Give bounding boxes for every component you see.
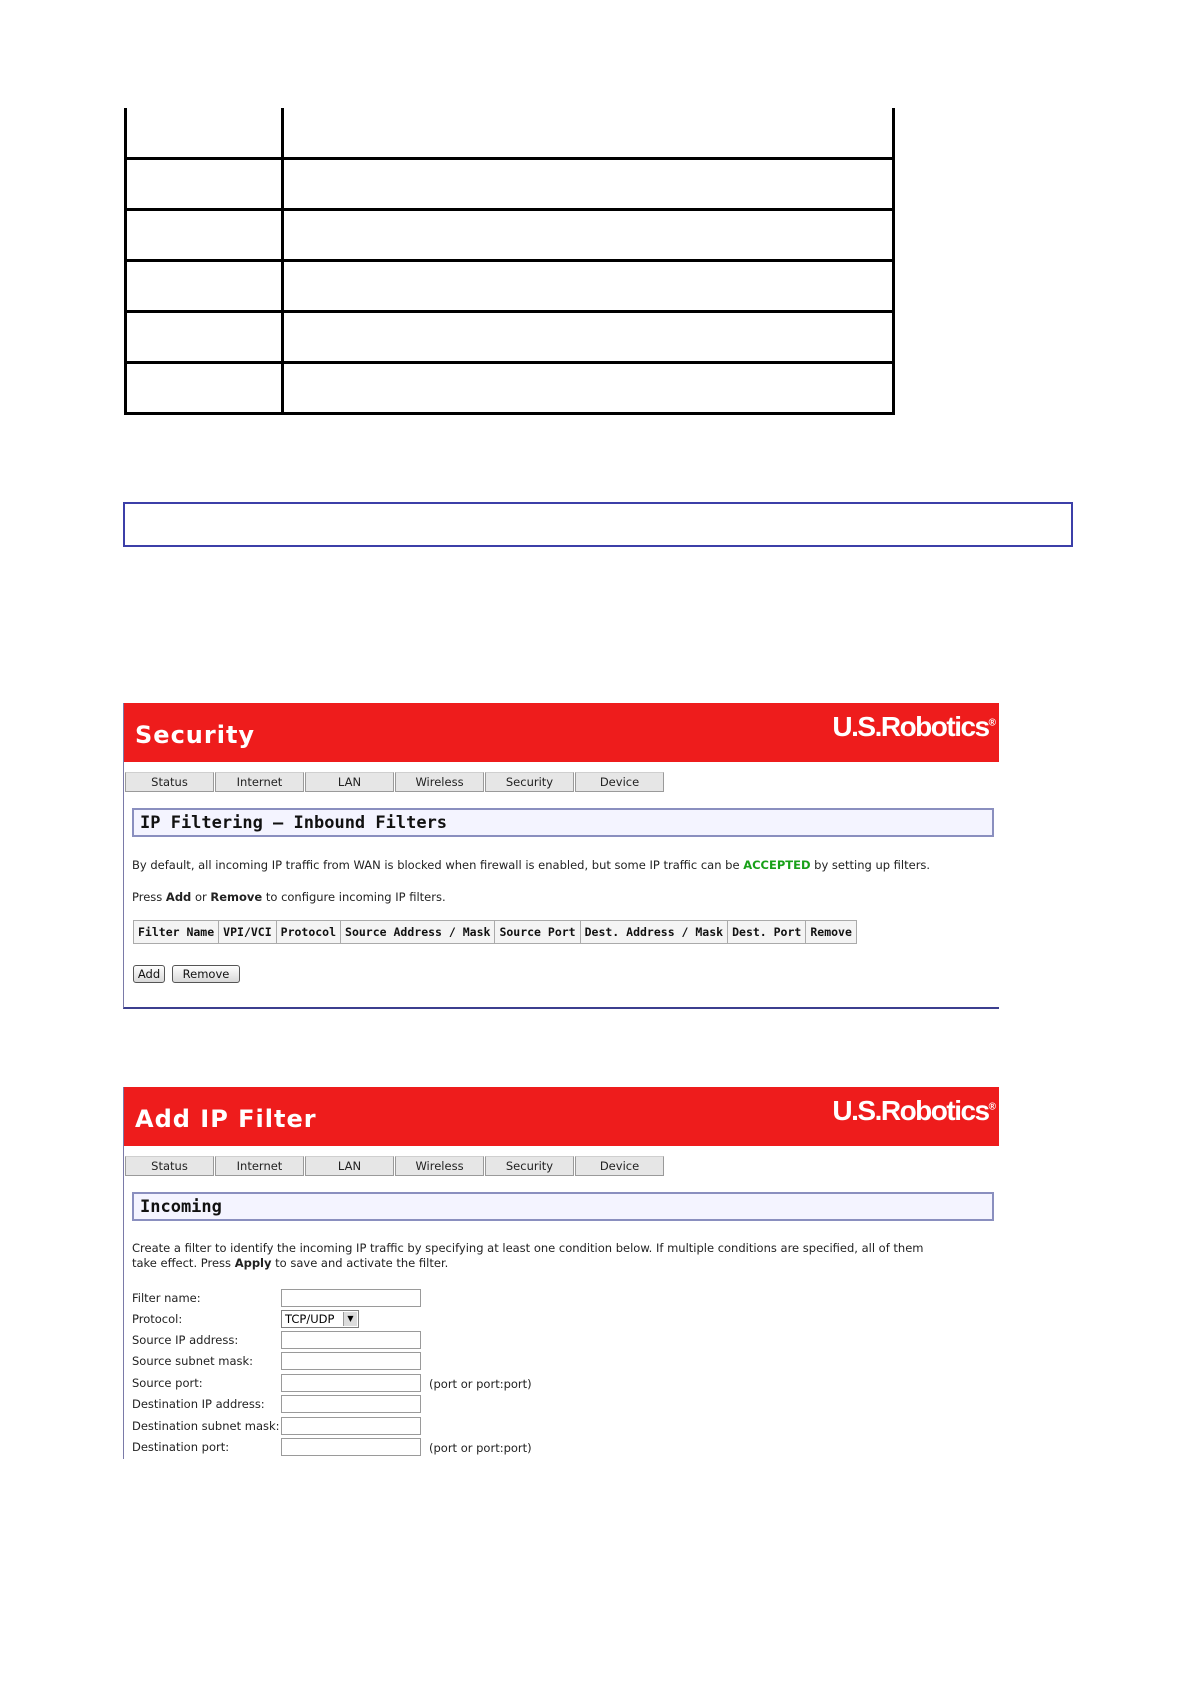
remove-button[interactable]: Remove bbox=[172, 965, 240, 983]
source-mask-input[interactable] bbox=[281, 1352, 421, 1370]
tab-wireless[interactable]: Wireless bbox=[395, 1156, 484, 1176]
table-cell bbox=[126, 159, 283, 210]
header-banner bbox=[124, 1087, 999, 1146]
column-header: Source Address / Mask bbox=[341, 921, 495, 944]
instruction-text: Press Add or Remove to configure incoming IP filters. bbox=[132, 890, 446, 904]
dest-ip-input[interactable] bbox=[281, 1395, 421, 1413]
nav-tabs bbox=[125, 772, 665, 792]
column-header: Filter Name bbox=[134, 921, 219, 944]
tab-lan[interactable]: LAN bbox=[305, 1156, 394, 1176]
tab-internet[interactable]: Internet bbox=[215, 1156, 304, 1176]
page-title: Add IP Filter bbox=[135, 1105, 317, 1133]
table-cell bbox=[126, 108, 283, 159]
security-screenshot bbox=[123, 703, 999, 1009]
document-table bbox=[124, 108, 895, 415]
source-port-hint: (port or port:port) bbox=[429, 1377, 532, 1391]
table-cell bbox=[283, 210, 894, 261]
dest-port-input[interactable] bbox=[281, 1438, 421, 1456]
dest-mask-input[interactable] bbox=[281, 1417, 421, 1435]
tab-wireless[interactable]: Wireless bbox=[395, 772, 484, 792]
dest-mask-label: Destination subnet mask: bbox=[132, 1419, 280, 1433]
table-cell bbox=[283, 363, 894, 414]
table-cell bbox=[283, 312, 894, 363]
filters-table bbox=[133, 920, 857, 944]
source-ip-label: Source IP address: bbox=[132, 1333, 239, 1347]
note-box bbox=[123, 502, 1073, 547]
table-cell bbox=[283, 261, 894, 312]
dest-port-hint: (port or port:port) bbox=[429, 1441, 532, 1455]
table-cell bbox=[283, 159, 894, 210]
source-mask-label: Source subnet mask: bbox=[132, 1354, 254, 1368]
protocol-label: Protocol: bbox=[132, 1312, 183, 1326]
chevron-down-icon: ▼ bbox=[343, 1312, 357, 1326]
header-banner bbox=[124, 703, 999, 762]
column-header: Dest. Port bbox=[728, 921, 806, 944]
source-ip-input[interactable] bbox=[281, 1331, 421, 1349]
table-cell bbox=[126, 210, 283, 261]
brand-logo: U.S.Robotics® bbox=[832, 1095, 996, 1126]
description-text: By default, all incoming IP traffic from WAN is blocked when firewall is enabled, but some IP traffic can be ACCEPTED by setting up filters. bbox=[132, 858, 931, 872]
page-title: Security bbox=[135, 721, 256, 749]
source-port-input[interactable] bbox=[281, 1374, 421, 1392]
filter-name-input[interactable] bbox=[281, 1289, 421, 1307]
description-text: Create a filter to identify the incoming IP traffic by specifying at least one condition below. If multiple conditions are specified, all of them bbox=[132, 1241, 924, 1255]
tab-status[interactable]: Status bbox=[125, 772, 214, 792]
filter-name-label: Filter name: bbox=[132, 1291, 201, 1305]
table-cell bbox=[126, 363, 283, 414]
tab-lan[interactable]: LAN bbox=[305, 772, 394, 792]
column-header: Remove bbox=[806, 921, 857, 944]
source-port-label: Source port: bbox=[132, 1376, 203, 1390]
add-ip-filter-screenshot bbox=[123, 1087, 999, 1459]
column-header: VPI/VCI bbox=[219, 921, 276, 944]
description-text-2: take effect. Press Apply to save and activate the filter. bbox=[132, 1256, 449, 1270]
dest-port-label: Destination port: bbox=[132, 1440, 230, 1454]
column-header: Protocol bbox=[276, 921, 340, 944]
dest-ip-label: Destination IP address: bbox=[132, 1397, 265, 1411]
tab-security[interactable]: Security bbox=[485, 772, 574, 792]
nav-tabs bbox=[125, 1156, 665, 1176]
table-cell bbox=[126, 261, 283, 312]
column-header: Source Port bbox=[495, 921, 580, 944]
tab-security[interactable]: Security bbox=[485, 1156, 574, 1176]
section-heading: IP Filtering — Inbound Filters bbox=[132, 808, 994, 837]
table-cell bbox=[283, 108, 894, 159]
column-header: Dest. Address / Mask bbox=[580, 921, 727, 944]
table-cell bbox=[126, 312, 283, 363]
brand-logo: U.S.Robotics® bbox=[832, 711, 996, 742]
tab-status[interactable]: Status bbox=[125, 1156, 214, 1176]
tab-internet[interactable]: Internet bbox=[215, 772, 304, 792]
tab-device[interactable]: Device bbox=[575, 1156, 664, 1176]
tab-device[interactable]: Device bbox=[575, 772, 664, 792]
section-heading: Incoming bbox=[132, 1192, 994, 1221]
add-button[interactable]: Add bbox=[133, 965, 165, 983]
protocol-select[interactable]: TCP/UDP ▼ bbox=[281, 1310, 359, 1328]
